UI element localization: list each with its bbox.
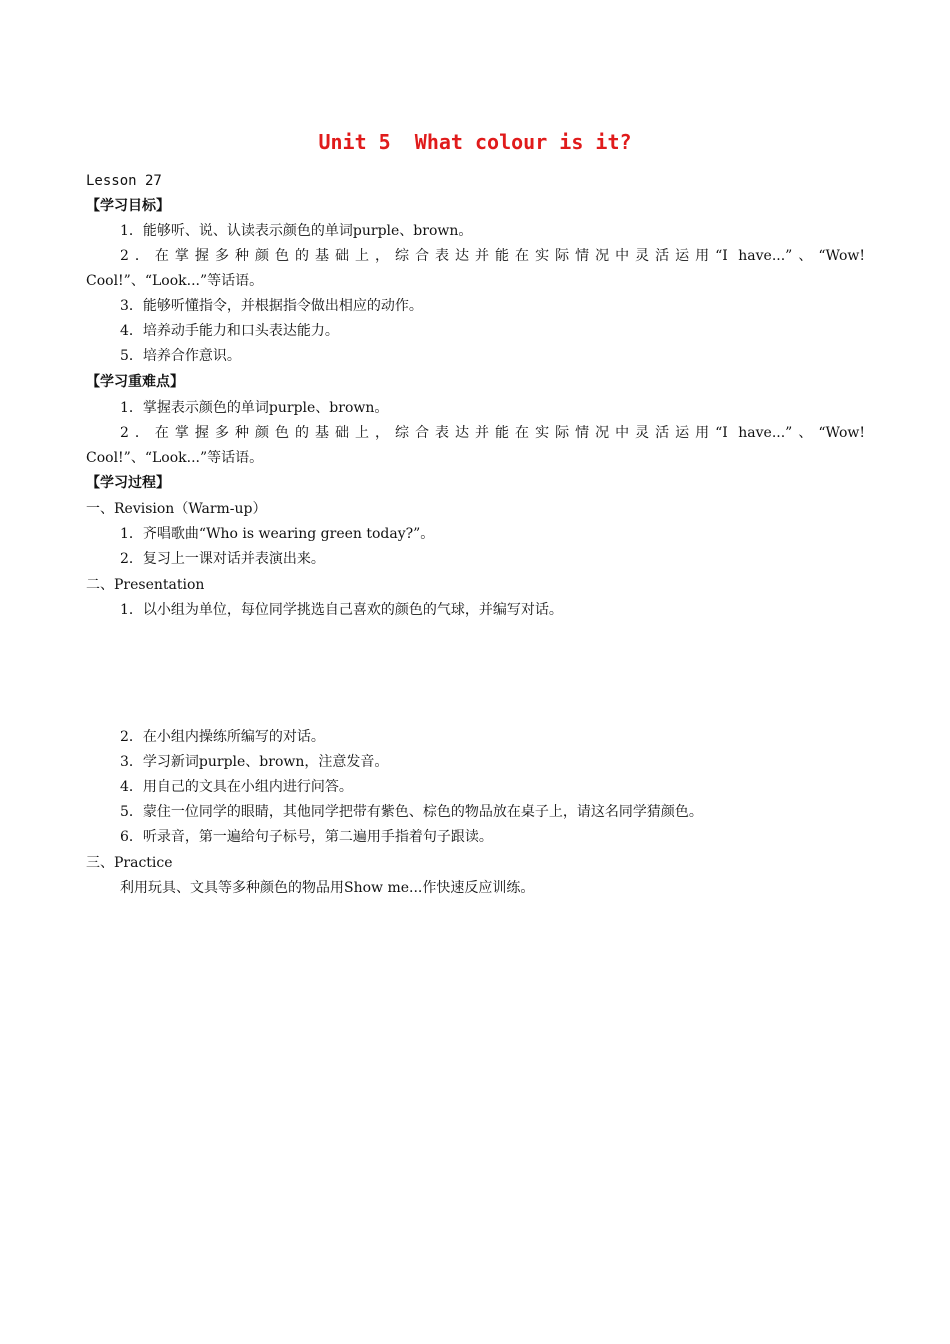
key-point-item: 1．掌握表示颜色的单词purple、brown。 (120, 400, 389, 416)
process-heading: 【学习过程】 (86, 475, 170, 491)
goals-heading: 【学习目标】 (86, 198, 170, 214)
presentation-item: 5．蒙住一位同学的眼睛，其他同学把带有紫色、棕色的物品放在桌子上，请这名同学猜颜色。 (120, 804, 703, 820)
presentation-item: 3．学习新词purple、brown，注意发音。 (120, 754, 389, 770)
document-title: Unit 5 What colour is it? (318, 130, 632, 154)
presentation-item: 2．在小组内操练所编写的对话。 (120, 729, 325, 745)
presentation-item: 4．用自己的文具在小组内进行问答。 (120, 779, 353, 795)
presentation-item: 6．听录音，第一遍给句子标号，第二遍用手指着句子跟读。 (120, 829, 493, 845)
revision-item: 2．复习上一课对话并表演出来。 (120, 551, 325, 567)
key-points-heading: 【学习重难点】 (86, 374, 184, 390)
key-point-item: 2．在掌握多种颜色的基础上，综合表达并能在实际情况中灵活运用“I have...”、“Wow! (120, 425, 865, 441)
practice-item: 利用玩具、文具等多种颜色的物品用Show me...作快速反应训练。 (120, 880, 535, 896)
presentation-item: 1．以小组为单位，每位同学挑选自己喜欢的颜色的气球，并编写对话。 (120, 602, 563, 618)
goal-item: 5．培养合作意识。 (120, 348, 241, 364)
goal-item: 4．培养动手能力和口头表达能力。 (120, 323, 339, 339)
goal-item: 3．能够听懂指令，并根据指令做出相应的动作。 (120, 298, 423, 314)
revision-heading: 一、Revision（Warm-up） (86, 501, 267, 517)
lesson-label: Lesson 27 (86, 173, 162, 189)
goal-item-continuation: Cool!”、“Look...”等话语。 (86, 273, 264, 289)
key-point-continuation: Cool!”、“Look...”等话语。 (86, 450, 264, 466)
practice-heading: 三、Practice (86, 855, 173, 871)
presentation-heading: 二、Presentation (86, 577, 205, 593)
goal-item: 2．在掌握多种颜色的基础上，综合表达并能在实际情况中灵活运用“I have...”、“Wow! (120, 248, 865, 264)
revision-item: 1．齐唱歌曲“Who is wearing green today?”。 (120, 526, 435, 542)
goal-item: 1．能够听、说、认读表示颜色的单词purple、brown。 (120, 223, 473, 239)
